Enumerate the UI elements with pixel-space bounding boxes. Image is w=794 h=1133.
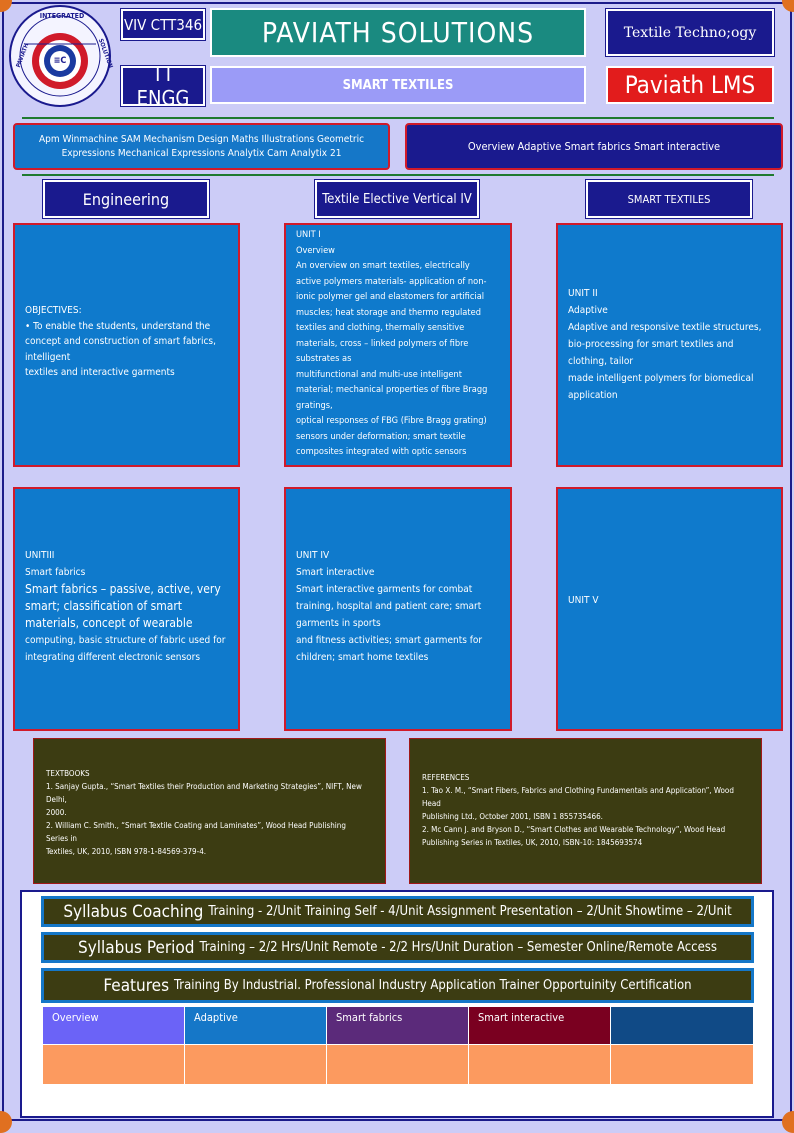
table-header-cell: Smart interactive (469, 1007, 611, 1044)
textbook-line: 2. William C. Smith., “Smart Textile Coating and Laminates”, Wood Head Publishing (46, 821, 346, 830)
dept-label: Textile Techno;ogy (606, 9, 774, 56)
reference-line: Publishing Ltd., October 2001, ISBN 1 855735466. (422, 812, 603, 821)
textbook-line: Delhi, (46, 795, 67, 804)
unit3-subtitle: Smart fabrics (25, 567, 86, 578)
textbook-line: 1. Sanjay Gupta., “Smart Textiles their Production and Marketing Strategies”, NIFT, New (46, 782, 362, 791)
unit3-line: integrating different electronic sensors (25, 652, 201, 663)
unit2-box (556, 223, 783, 467)
unit3-line: computing, basic structure of fabric used for (25, 635, 226, 646)
table-cell (185, 1045, 327, 1084)
reference-line: Head (422, 799, 441, 808)
textbook-line: 2000. (46, 808, 67, 817)
section-smart-textiles: SMART TEXTILES (586, 180, 752, 218)
textbook-line: Series in (46, 834, 77, 843)
unit2-line: clothing, tailor (568, 356, 634, 367)
objectives-line: textiles and interactive garments (25, 367, 175, 378)
unit1-subtitle: Overview (296, 244, 335, 256)
textbooks-box (33, 738, 386, 884)
section-engineering: Engineering (43, 180, 209, 218)
overview-box: Overview Adaptive Smart fabrics Smart interactive (405, 123, 783, 170)
coaching-title: Syllabus Coaching (63, 901, 204, 922)
table-header-cell: Adaptive (185, 1007, 327, 1044)
unit1-line: optical responses of FBG (Fibre Bragg grating) (296, 415, 487, 426)
unit2-line: Adaptive and responsive textile structures, (568, 322, 762, 333)
unit3-title: UNITIII (25, 550, 55, 561)
course-code: VIV CTT346 (121, 9, 205, 40)
unit1-line: textiles and clothing, thermally sensitive (296, 322, 465, 333)
objectives-line: • To enable the students, understand the (25, 320, 211, 332)
period-title: Syllabus Period (78, 937, 195, 958)
tools-box: Apm Winmachine SAM Mechanism Design Maths Illustrations Geometric Expressions Mechanical Expressions Analytix Cam Analytix 21 (13, 123, 390, 170)
unit3-line: materials, concept of wearable (25, 616, 193, 630)
table-cell (469, 1045, 611, 1084)
unit4-line: training, hospital and patient care; smart (296, 601, 482, 612)
divider (22, 174, 774, 176)
table-header-cell: Overview (43, 1007, 185, 1044)
summary-table (43, 1007, 753, 1085)
lms-label[interactable]: Paviath LMS (606, 66, 774, 104)
company-name: PAVIATH SOLUTIONS (210, 8, 586, 57)
unit1-line: multifunctional and multi-use intelligent (296, 368, 462, 380)
logo-right-text: SOLUTION (96, 37, 115, 70)
sub-code: TT ENGG (121, 66, 205, 106)
unit2-line: made intelligent polymers for biomedical (568, 373, 754, 384)
references-heading: REFERENCES (422, 773, 470, 782)
table-row (43, 1044, 753, 1084)
reference-line: 1. Tao X. M., “Smart Fibers, Fabrics and Clothing Fundamentals and Application”, Wood (422, 786, 734, 795)
unit3-box (13, 487, 240, 731)
divider (22, 117, 774, 119)
unit4-line: children; smart home textiles (296, 652, 429, 663)
unit1-line: sensors under deformation; smart textile (296, 430, 466, 442)
unit1-line: material; mechanical properties of fibre Bragg (296, 384, 488, 395)
textbook-line: Textiles, UK, 2010, ISBN 978-1-84569-379-4. (46, 847, 207, 856)
unit1-line: substrates as (296, 353, 352, 364)
unit1-line: ionic polymer gel and elastomers for artificial (296, 291, 485, 302)
features-text: Training By Industrial. Professional Industry Application Trainer Opportuinity Certification (174, 978, 692, 993)
logo (4, 4, 116, 108)
logo-ring-text: INTEGRATED (39, 12, 85, 20)
table-header-cell: Smart fabrics (327, 1007, 469, 1044)
unit4-box (284, 487, 512, 731)
table-cell (327, 1045, 469, 1084)
features-bar (41, 968, 754, 1003)
logo-left-text: PAVIATH (15, 42, 31, 69)
period-bar (41, 932, 754, 963)
textbooks-heading: TEXTBOOKS (46, 769, 90, 778)
references-box (409, 738, 762, 884)
corner-dot (782, 1111, 794, 1133)
table-cell (611, 1045, 753, 1084)
table-header-cell (611, 1007, 753, 1044)
table-cell (43, 1045, 185, 1084)
unit5-box (556, 487, 783, 731)
unit4-line: and fitness activities; smart garments for (296, 635, 483, 646)
unit1-line: composites integrated with optic sensors (296, 446, 467, 457)
unit4-title: UNIT IV (296, 550, 330, 561)
unit1-line: active polymers materials- application of non- (296, 275, 487, 287)
subject-title: SMART TEXTILES (210, 66, 586, 104)
coaching-text: Training - 2/Unit Training Self - 4/Unit Assignment Presentation – 2/Unit Showtime – 2/Unit (208, 904, 732, 919)
unit1-line: An overview on smart textiles, electrically (296, 260, 470, 271)
coaching-bar (41, 896, 754, 927)
unit5-title: UNIT V (568, 595, 599, 606)
unit2-line: bio-processing for smart textiles and (568, 339, 734, 350)
logo-symbol: ≡C (53, 56, 67, 66)
features-title: Features (103, 975, 170, 996)
unit1-line: gratings, (296, 399, 333, 411)
unit1-line: muscles; heat storage and thermo regulated (296, 306, 481, 318)
unit1-title: UNIT I (296, 229, 321, 240)
period-text: Training – 2/2 Hrs/Unit Remote - 2/2 Hrs/Unit Duration – Semester Online/Remote Access (199, 940, 717, 955)
unit2-title: UNIT II (568, 288, 598, 299)
objectives-box (13, 223, 240, 467)
objectives-line: intelligent (25, 351, 71, 363)
unit3-line: Smart fabrics – passive, active, very (25, 582, 221, 596)
unit1-box (284, 223, 512, 467)
table-header-row (43, 1007, 753, 1044)
unit4-subtitle: Smart interactive (296, 567, 375, 578)
objectives-heading: OBJECTIVES: (25, 305, 82, 316)
reference-line: Publishing Series in Textiles, UK, 2010, ISBN-10: 1845693574 (422, 838, 643, 847)
unit2-line: application (568, 390, 618, 401)
unit4-line: garments in sports (296, 618, 381, 629)
unit2-subtitle: Adaptive (568, 305, 608, 316)
objectives-line: concept and construction of smart fabrics, (25, 336, 216, 347)
reference-line: 2. Mc Cann J. and Bryson D., “Smart Clothes and Wearable Technology”, Wood Head (422, 825, 726, 834)
unit3-line: smart; classification of smart (25, 599, 183, 613)
unit4-line: Smart interactive garments for combat (296, 584, 473, 595)
section-elective: Textile Elective Vertical IV (315, 180, 479, 218)
unit1-line: materials, cross – linked polymers of fibre (296, 337, 469, 349)
